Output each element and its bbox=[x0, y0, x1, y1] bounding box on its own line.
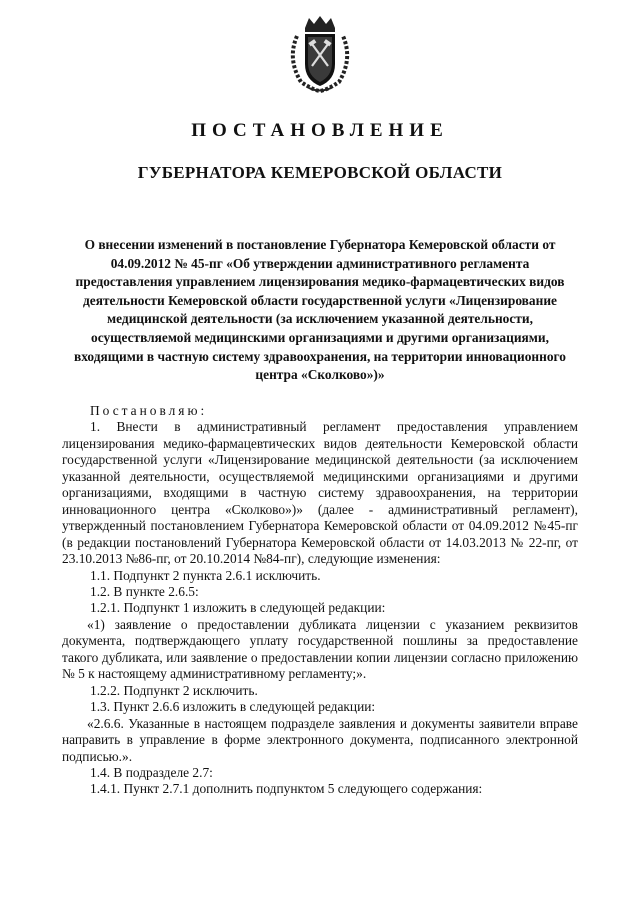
document-title: О внесении изменений в постановление Губернатора Кемеровской области от 04.09.2012 № 45-пг «Об утверждении административного регламента предоставления управлением лицензирования медико-фармацевтических видов деятельности Кемеровской области государственной услуги «Лицензирование медицинской деятельности (за исключением указанной деятельности, осуществляемой медицинскими организациями и другими организациями, входящими в частную систему здравоохранения, на территории инновационного центра «Сколково»)» bbox=[73, 237, 567, 383]
paragraph-1-4: 1.4. В подразделе 2.7: bbox=[90, 764, 213, 780]
coat-of-arms-icon bbox=[285, 14, 355, 94]
paragraph-1-2: 1.2. В пункте 2.6.5: bbox=[90, 583, 199, 599]
paragraph-1-2-2: 1.2.2. Подпункт 2 исключить. bbox=[90, 682, 258, 698]
paragraph-1-1: 1.1. Подпункт 2 пункта 2.6.1 исключить. bbox=[90, 567, 321, 583]
paragraph-1-3: 1.3. Пункт 2.6.6 изложить в следующей редакции: bbox=[90, 699, 376, 715]
document-type: ПОСТАНОВЛЕНИЕ bbox=[191, 120, 449, 141]
quoted-item-2-6-6: «2.6.6. Указанные в настоящем подразделе заявления и документы заявители вправе направить в управление в форме электронного документа, подписанного электронной подписью.». bbox=[62, 715, 578, 764]
paragraph-1-4-1: 1.4.1. Пункт 2.7.1 дополнить подпунктом 5 следующего содержания: bbox=[90, 781, 483, 797]
decree-word: Постановляю: bbox=[90, 403, 208, 418]
paragraph-1-2-1: 1.2.1. Подпункт 1 изложить в следующей редакции: bbox=[90, 600, 386, 616]
quoted-subparagraph-1: «1) заявление о предоставлении дубликата лицензии с указанием реквизитов документа, подтверждающего уплату государственной пошлины за предоставление такого дубликата, или заявление о предоставлении копии лицензии согласно приложению № 5 к настоящему административному регламенту;». bbox=[62, 616, 578, 682]
issuer-heading: ГУБЕРНАТОРА КЕМЕРОВСКОЙ ОБЛАСТИ bbox=[137, 163, 503, 182]
paragraph-1: 1. Внести в административный регламент предоставления управлением лицензирования медико-фармацевтических видов деятельности Кемеровской области государственной услуги «Лицензирование медицинской деятельности (за исключением указанной деятельности, осуществляемой медицинскими организациями и другими организациями, входящими в частную систему здравоохранения, на территории инновационного центра «Сколково»)» (далее - административный регламент), утвержденный постановлением Губернатора Кемеровской области от 04.09.2012 №45-пг (в редакции постановлений Губернатора Кемеровской области от 14.03.2013 № 22-пг, от 23.10.2013 №86-пг, от 20.10.2014 №84-пг), следующие изменения: bbox=[62, 419, 578, 567]
document-body bbox=[62, 403, 578, 798]
